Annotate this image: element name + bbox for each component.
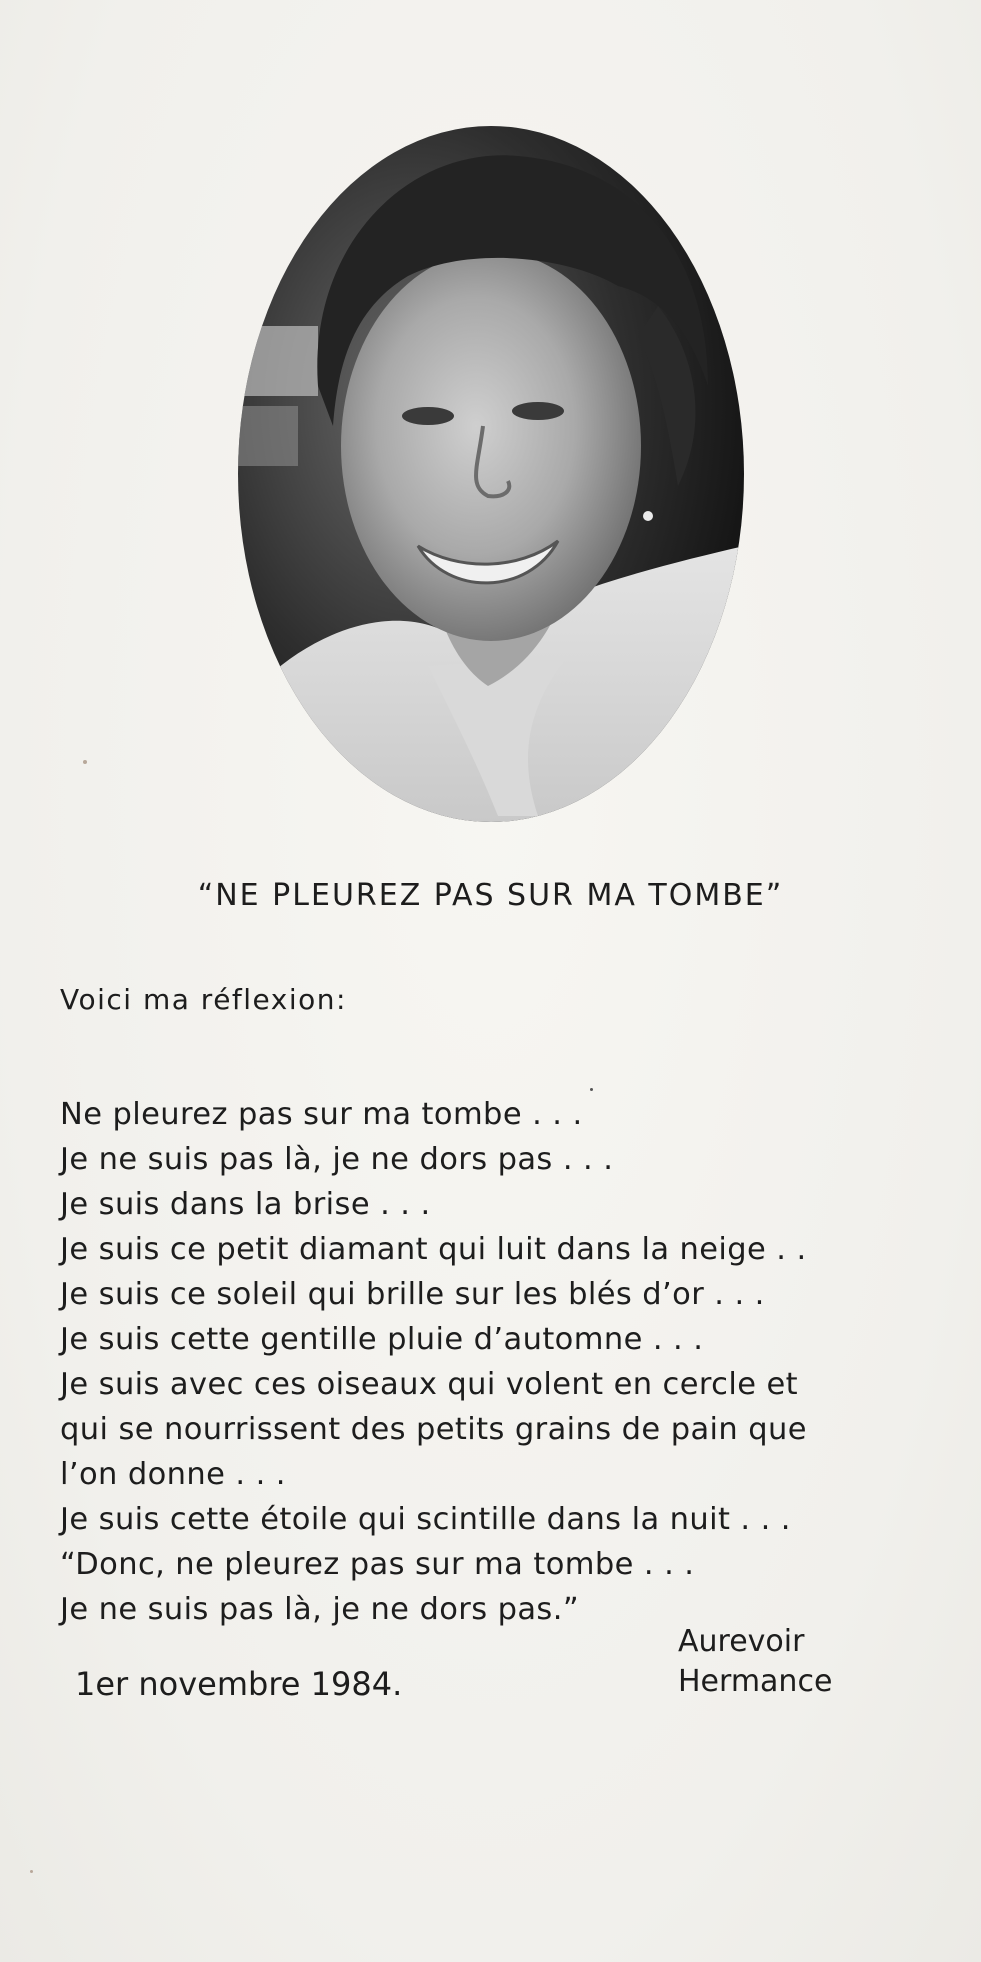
poem-line: qui se nourrissent des petits grains de pain que: [60, 1412, 807, 1447]
poem-line: Je suis cette étoile qui scintille dans la nuit . . .: [60, 1502, 791, 1537]
portrait-photo: [238, 126, 744, 822]
poem-line: Je suis avec ces oiseaux qui volent en cercle et: [60, 1367, 798, 1402]
signature-farewell: Aurevoir: [678, 1624, 805, 1659]
card-title: “NE PLEUREZ PAS SUR MA TOMBE”: [197, 878, 784, 913]
poem-line: Je suis dans la brise . . .: [60, 1187, 431, 1222]
poem-line: Je suis ce petit diamant qui luit dans la neige . .: [60, 1232, 807, 1267]
intro-text: Voici ma réflexion:: [60, 983, 347, 1016]
signature: [678, 1622, 832, 1702]
poem-line: Je suis ce soleil qui brille sur les blés d’or . . .: [60, 1277, 765, 1312]
poem-line: l’on donne . . .: [60, 1457, 286, 1492]
poem: [60, 1092, 975, 1632]
paper-speck: [30, 1870, 33, 1873]
poem-line: Ne pleurez pas sur ma tombe . . .: [60, 1097, 583, 1132]
poem-line: “Donc, ne pleurez pas sur ma tombe . . .: [60, 1547, 695, 1582]
paper-speck: [590, 1088, 593, 1091]
signature-name: Hermance: [678, 1664, 833, 1699]
poem-line: Je suis cette gentille pluie d’automne . . .: [60, 1322, 704, 1357]
poem-line: Je ne suis pas là, je ne dors pas.”: [60, 1592, 580, 1627]
poem-line: Je ne suis pas là, je ne dors pas . . .: [60, 1142, 614, 1177]
date-text: 1er novembre 1984.: [75, 1665, 403, 1703]
paper-speck: [83, 760, 87, 764]
